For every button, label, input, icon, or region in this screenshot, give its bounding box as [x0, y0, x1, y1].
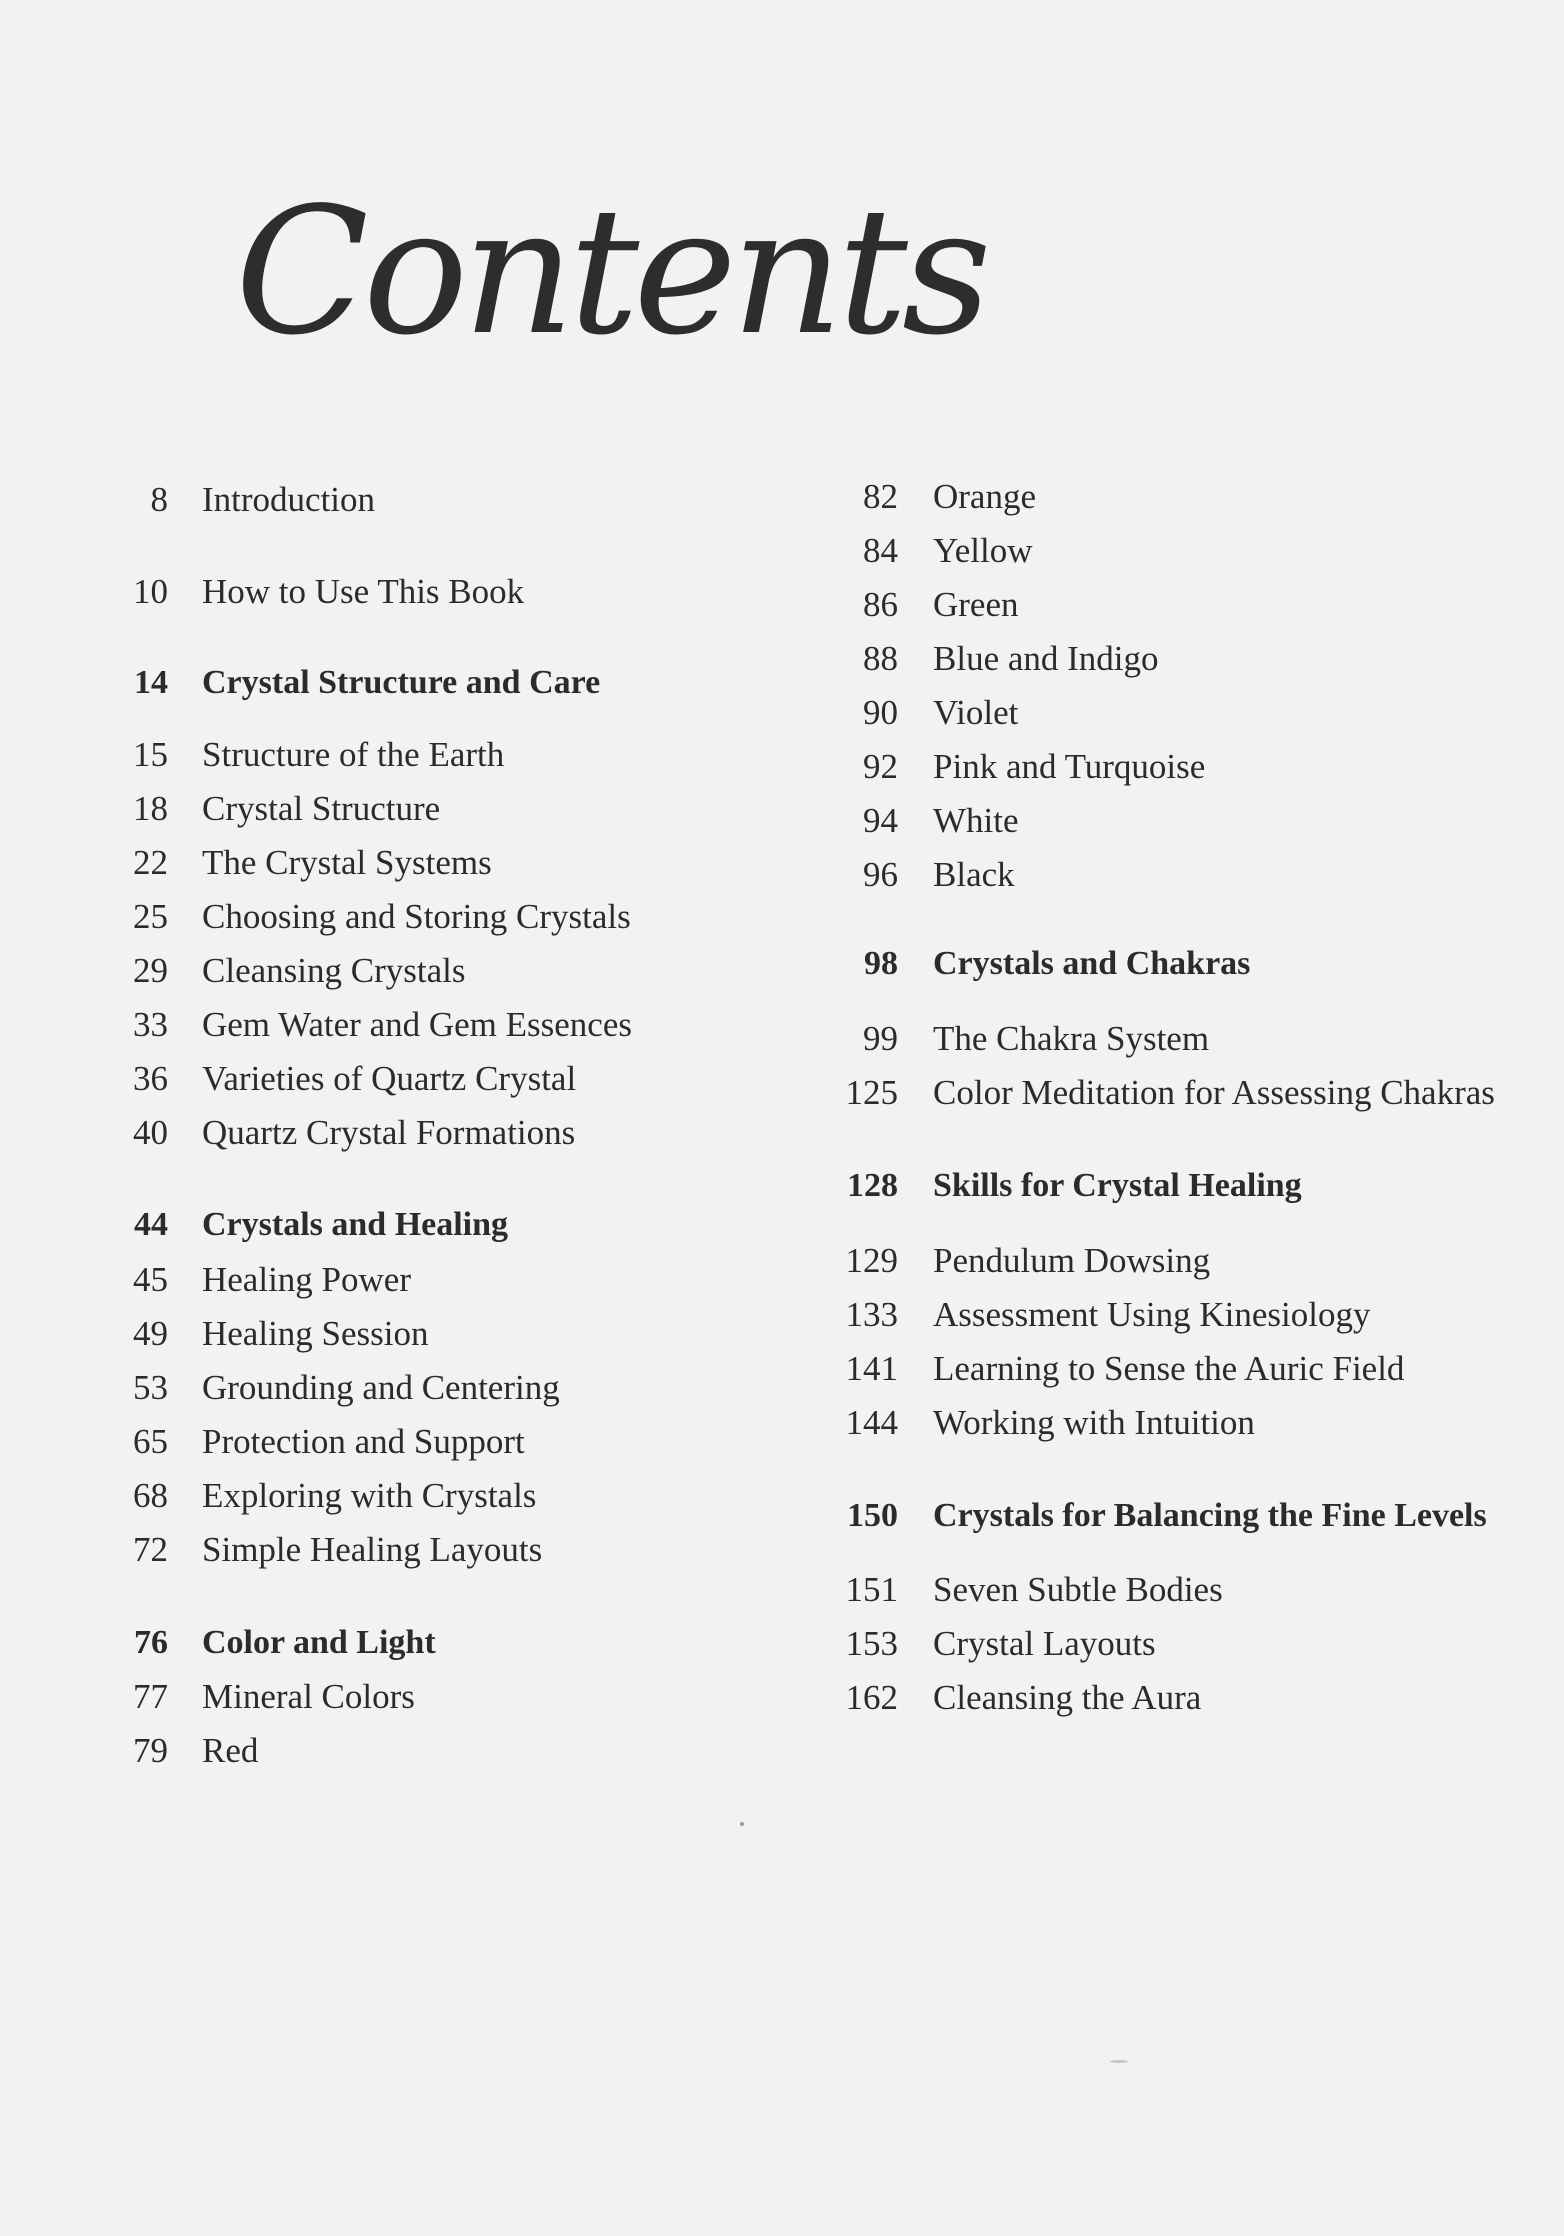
toc-entry-label: Red: [202, 1731, 259, 1770]
toc-entry-label: Crystal Structure and Care: [202, 664, 601, 701]
toc-entry-label: Healing Power: [202, 1260, 411, 1299]
toc-page-number: 144: [845, 1403, 898, 1442]
toc-page-number: 162: [845, 1678, 898, 1717]
toc-page-number: 151: [845, 1570, 898, 1609]
toc-entry-label: Orange: [933, 477, 1037, 516]
toc-entry-label: Crystals and Chakras: [933, 945, 1251, 982]
toc-entry-label: Varieties of Quartz Crystal: [202, 1059, 577, 1098]
toc-entry-label: Crystals and Healing: [202, 1206, 509, 1243]
toc-page-number: 98: [864, 945, 898, 982]
toc-page-number: 15: [133, 735, 168, 774]
toc-entry-label: Protection and Support: [202, 1422, 525, 1461]
toc-entry-label: Structure of the Earth: [202, 735, 505, 774]
toc-entry-label: Cleansing Crystals: [202, 951, 466, 990]
toc-page-number: 40: [133, 1113, 168, 1152]
page-title: Contents: [235, 171, 986, 374]
toc-page-number: 45: [133, 1260, 168, 1299]
toc-page-number: 10: [133, 572, 168, 611]
toc-page-number: 96: [863, 855, 898, 894]
toc-page-number: 94: [863, 801, 898, 840]
paper-speck: [1110, 2060, 1128, 2063]
toc-page-number: 25: [133, 897, 168, 936]
toc-entry-label: Quartz Crystal Formations: [202, 1113, 576, 1152]
toc-entry-label: Pendulum Dowsing: [933, 1241, 1211, 1280]
toc-page-number: 133: [845, 1295, 898, 1334]
toc-page-number: 128: [847, 1167, 898, 1204]
toc-entry-label: Grounding and Centering: [202, 1368, 560, 1407]
toc-entry-label: Simple Healing Layouts: [202, 1530, 543, 1569]
toc-page-number: 79: [133, 1731, 168, 1770]
toc-page-number: 77: [133, 1677, 168, 1716]
toc-entry-label: Seven Subtle Bodies: [933, 1570, 1223, 1609]
toc-page-number: 76: [134, 1624, 168, 1661]
toc-entry-label: Green: [933, 585, 1019, 624]
toc-page-number: 153: [845, 1624, 898, 1663]
toc-page-number: 72: [133, 1530, 168, 1569]
toc-entry-label: Crystal Structure: [202, 789, 441, 828]
toc-page-number: 29: [133, 951, 168, 990]
toc-entry-label: Pink and Turquoise: [933, 747, 1206, 786]
toc-page-number: 53: [133, 1368, 168, 1407]
toc-page-number: 125: [845, 1073, 898, 1112]
toc-entry-label: Yellow: [933, 531, 1033, 570]
toc-entry-label: Introduction: [202, 480, 376, 519]
toc-page-number: 88: [863, 639, 898, 678]
toc-entry-label: How to Use This Book: [202, 572, 525, 611]
toc-entry-label: Choosing and Storing Crystals: [202, 897, 631, 936]
toc-entry-label: Gem Water and Gem Essences: [202, 1005, 632, 1044]
toc-page-number: 84: [863, 531, 898, 570]
toc-page-number: 18: [133, 789, 168, 828]
toc-entry-label: Working with Intuition: [933, 1403, 1255, 1442]
toc-page-number: 8: [150, 480, 168, 519]
toc-page-number: 68: [133, 1476, 168, 1515]
toc-page-number: 141: [845, 1349, 898, 1388]
toc-entry-label: Learning to Sense the Auric Field: [933, 1349, 1405, 1388]
toc-entry-label: Exploring with Crystals: [202, 1476, 537, 1515]
toc-entry-label: Healing Session: [202, 1314, 429, 1353]
toc-entry-label: White: [933, 801, 1019, 840]
paper-speck: [740, 1822, 744, 1826]
toc-entry-label: Mineral Colors: [202, 1677, 415, 1716]
toc-page-number: 82: [863, 477, 898, 516]
toc-entry-label: Skills for Crystal Healing: [933, 1167, 1302, 1204]
toc-page-number: 150: [847, 1497, 898, 1534]
toc-entry-label: The Chakra System: [933, 1019, 1210, 1058]
toc-page-number: 22: [133, 843, 168, 882]
toc-entry-label: Crystals for Balancing the Fine Levels: [933, 1497, 1487, 1534]
toc-page-number: 14: [134, 664, 168, 701]
toc-entry-label: Black: [933, 855, 1015, 894]
toc-entry-label: Color and Light: [202, 1624, 436, 1661]
toc-entry-label: Color Meditation for Assessing Chakras: [933, 1073, 1495, 1112]
toc-page-number: 99: [863, 1019, 898, 1058]
toc-page-number: 44: [134, 1206, 168, 1243]
toc-page-number: 65: [133, 1422, 168, 1461]
toc-page-number: 33: [133, 1005, 168, 1044]
toc-page-number: 49: [133, 1314, 168, 1353]
toc-page-number: 90: [863, 693, 898, 732]
toc-entry-label: Crystal Layouts: [933, 1624, 1156, 1663]
toc-entry-label: Violet: [933, 693, 1019, 732]
toc-entry-label: Assessment Using Kinesiology: [933, 1295, 1371, 1334]
toc-page-number: 92: [863, 747, 898, 786]
toc-entry-label: The Crystal Systems: [202, 843, 492, 882]
toc-page-number: 36: [133, 1059, 168, 1098]
toc-page-number: 129: [845, 1241, 898, 1280]
toc-page-number: 86: [863, 585, 898, 624]
toc-entry-label: Blue and Indigo: [933, 639, 1159, 678]
toc-entry-label: Cleansing the Aura: [933, 1678, 1202, 1717]
